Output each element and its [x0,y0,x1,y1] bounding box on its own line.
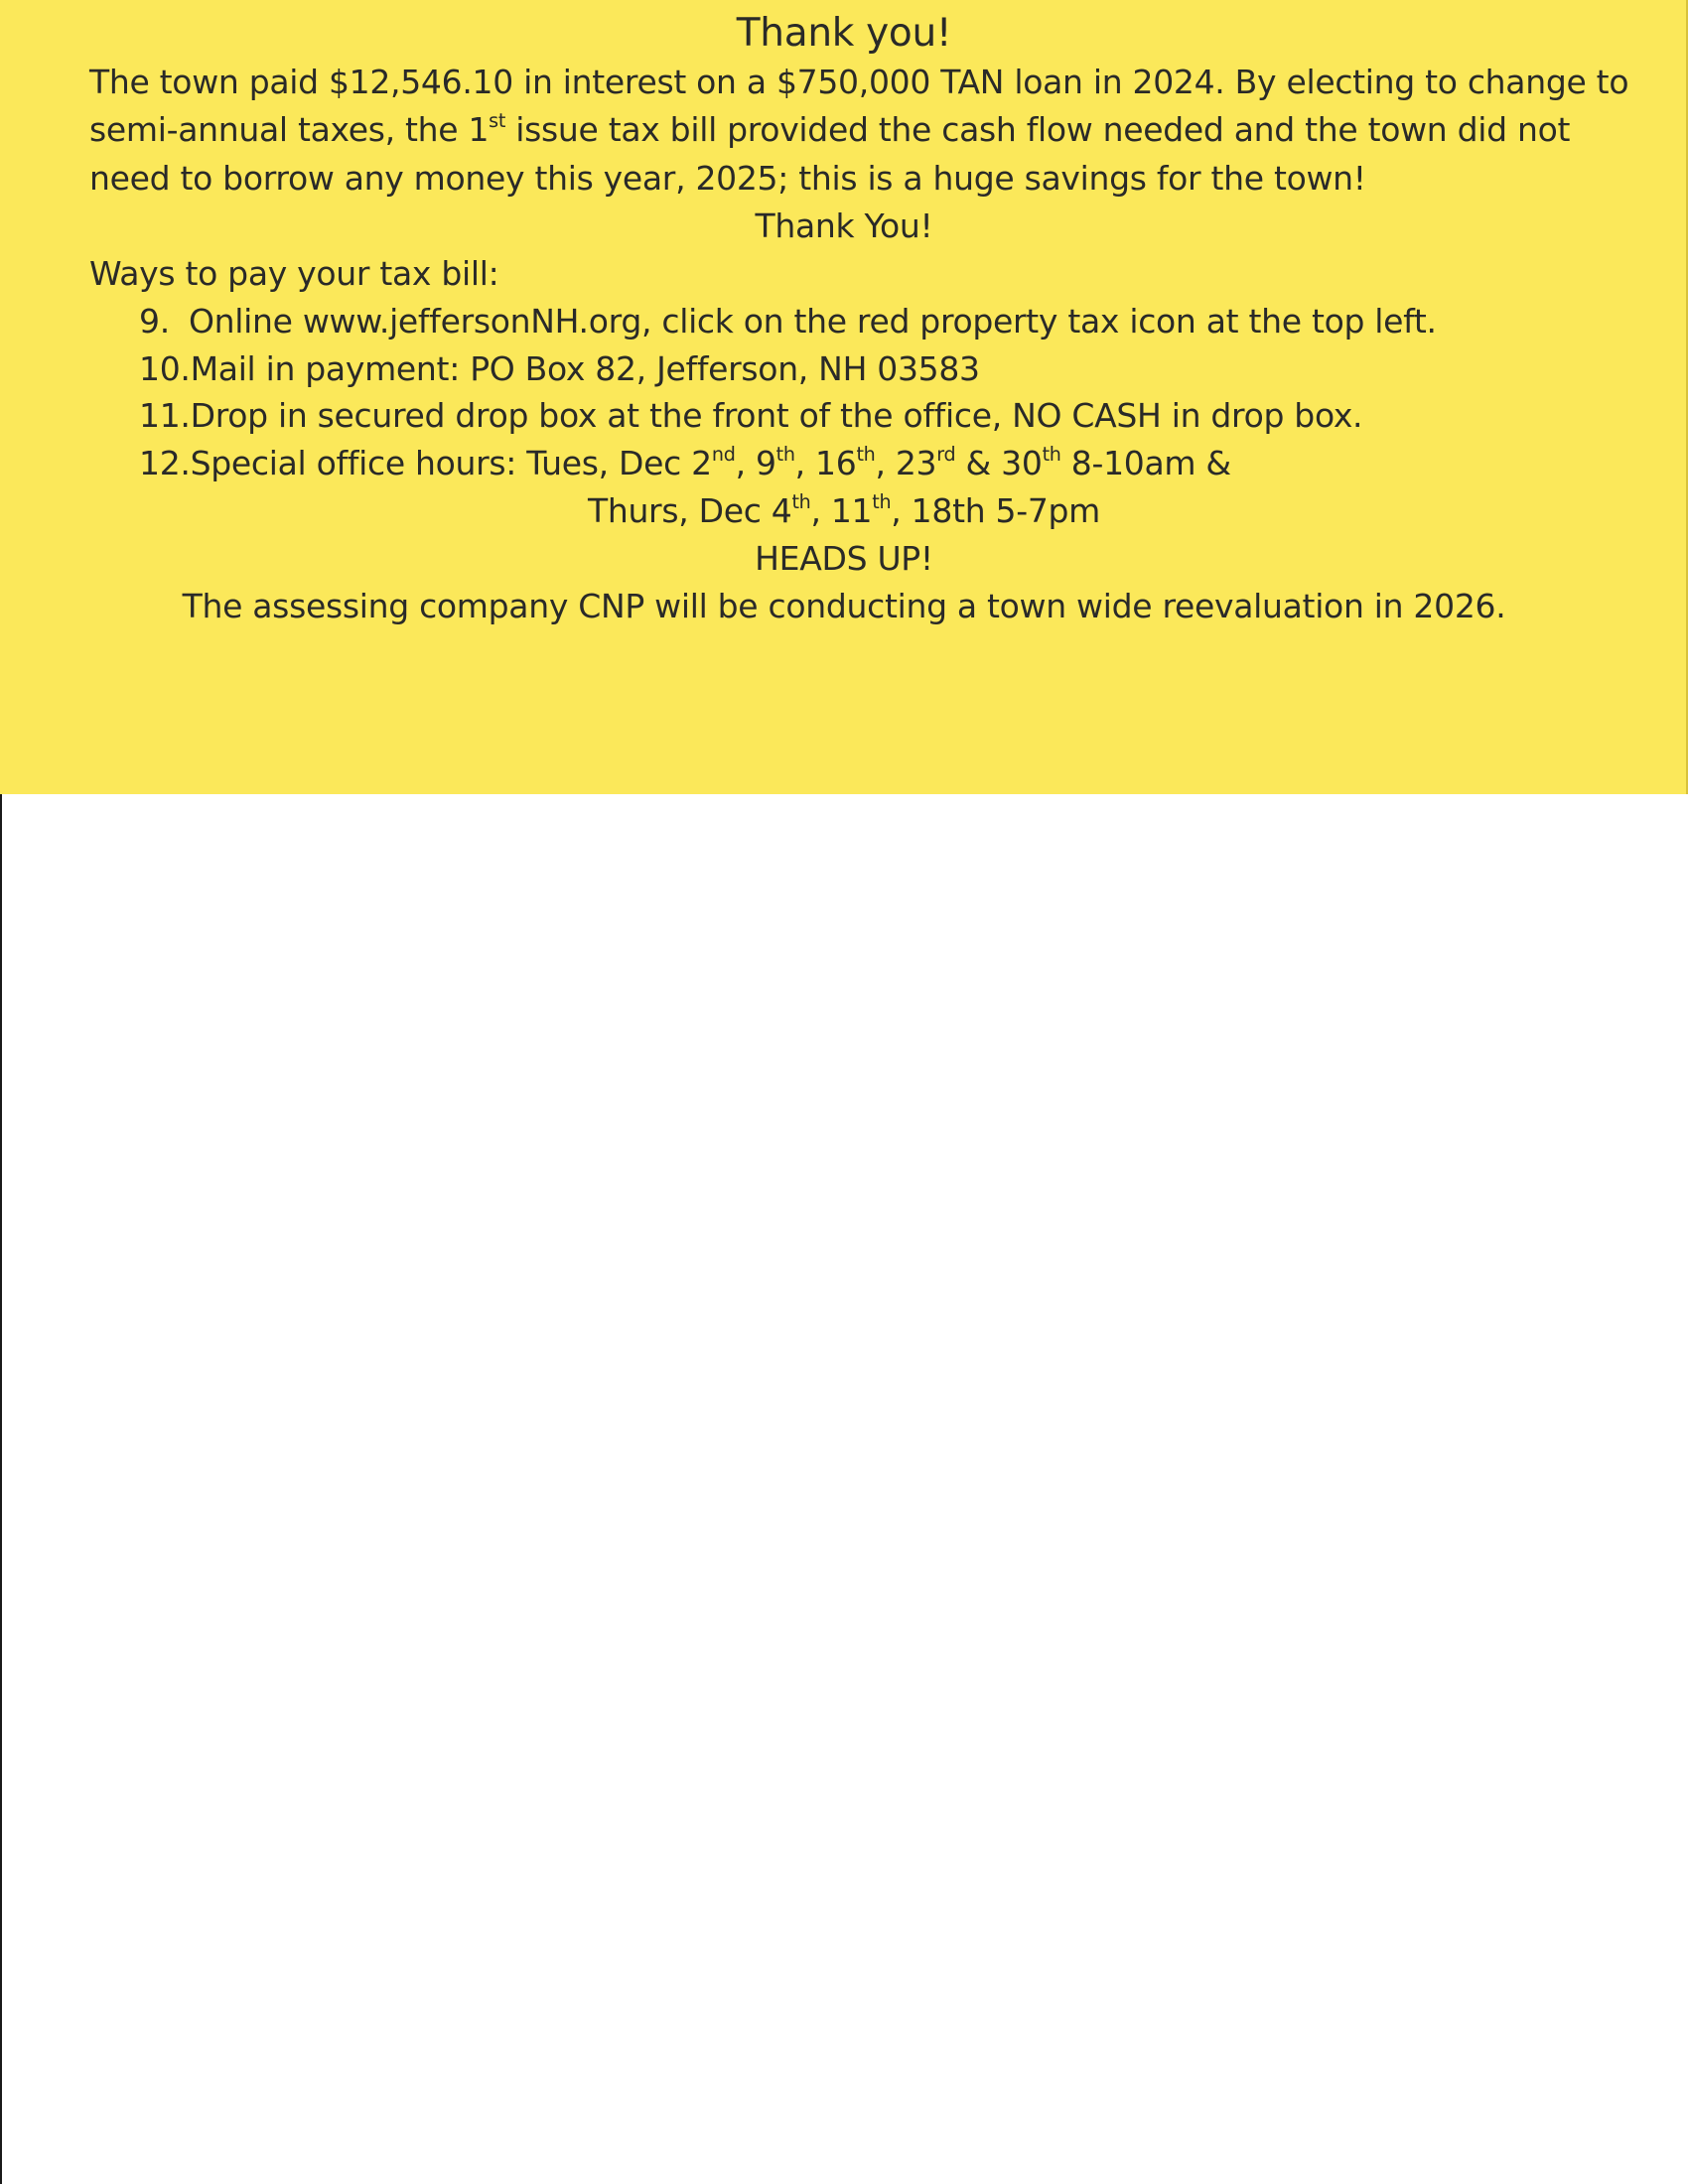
ways-to-pay-heading: Ways to pay your tax bill: [89,254,499,293]
reevaluation-notice: The assessing company CNP will be conducting a town wide reevaluation in 2026. [182,587,1506,625]
scan-edge-line [0,794,2,2184]
list-item-office-hours [139,443,1231,482]
ordinal-suffix: st [489,109,506,133]
flyer-title: Thank you! [736,11,952,56]
list-item-text: Drop in secured drop box at the front of the office, NO CASH in drop box. [190,396,1363,435]
list-item-text: Mail in payment: PO Box 82, Jefferson, NH 03583 [190,349,980,388]
list-item-text: Online www.jeffersonNH.org, click on the red property tax icon at the top left. [189,302,1437,341]
yellow-flyer [0,0,1688,794]
list-item-number: 10. [139,349,191,388]
list-item-number: 12. [139,444,191,482]
list-item [139,396,1363,435]
heads-up-heading: HEADS UP! [755,539,933,578]
paragraph-line-2-start: semi-annual taxes, the 1 [89,110,490,149]
list-item [139,302,1437,341]
list-item [139,349,980,388]
thurs-hours-text: Thurs, Dec 4th, 11th, 18th 5-7pm [587,490,1101,530]
paragraph-line-2-end: issue tax bill provided the cash flow needed and the town did not [505,110,1571,149]
thank-you-line: Thank You! [755,206,933,245]
paragraph-line-3: need to borrow any money this year, 2025; this is a huge savings for the town! [89,159,1366,198]
paragraph-line-1: The town paid $12,546.10 in interest on a $750,000 TAN loan in 2024. By electing to change to [89,63,1629,101]
paragraph-line-2 [89,109,1571,149]
tues-hours-text: Special office hours: Tues, Dec 2nd, 9th, 16th, 23rd & 30th 8-10am & [190,443,1231,482]
list-item-number: 9. [139,302,170,341]
list-item-number: 11. [139,396,191,435]
